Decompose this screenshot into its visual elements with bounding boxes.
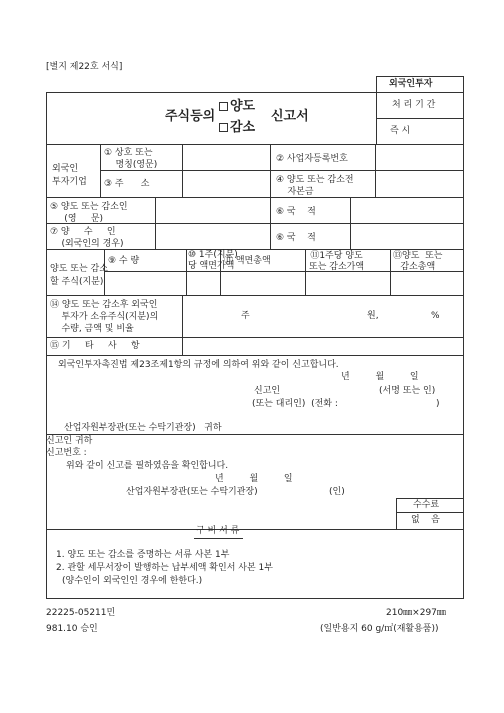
confirmation-to: 신고인 귀하 <box>46 436 93 446</box>
title-option-transfer: 양도 <box>219 100 255 113</box>
confirmation-seal: (인) <box>329 487 345 497</box>
documents-item-1: 1. 양도 또는 감소를 증명하는 서류 사본 1부 <box>56 550 230 560</box>
shares-qty-header: ⑨ 수 량 <box>108 256 140 266</box>
shares-par-header: ⑩ 1주(지분) 당 액면가액 <box>188 250 238 271</box>
transferor-field[interactable] <box>160 201 266 219</box>
holding-label: ⑭ 양도 또는 감소후 외국인 투자가 소유주식(지분)의 수량, 금액 및 비율 <box>50 300 159 334</box>
declaration-date: 년 월 일 <box>341 372 419 382</box>
transferor-nation-label: ⑥ 국 적 <box>276 207 316 217</box>
transferee-nation-field[interactable] <box>355 227 459 245</box>
documents-title: 구 비 서 류 <box>196 526 240 536</box>
footer-code: 22225-05211민 <box>46 608 116 618</box>
shares-unit-price-field[interactable] <box>309 275 387 292</box>
shares-total-par-header: ⑪ 액면총액 <box>224 256 271 266</box>
transferor-label: ⑤ 양도 또는 감소인 (영 문) <box>50 202 128 224</box>
transferee-nation-label: ⑥ 국 적 <box>276 233 316 243</box>
title-option-reduction: 감소 <box>219 121 255 134</box>
holding-percent-unit: % <box>431 311 440 321</box>
proxy-close: ) <box>436 399 440 409</box>
investee-name-field[interactable] <box>188 148 268 166</box>
investee-address-field[interactable] <box>188 174 268 192</box>
confirmation-text: 위와 같이 신고를 필하였음을 확인합니다. <box>66 461 229 471</box>
fee-value: 없 음 <box>411 515 440 525</box>
confirmation-signer: 산업자원부장관(또는 수탁기관장) <box>126 487 258 497</box>
processing-value: 즉 시 <box>390 126 411 136</box>
title-suffix: 신고서 <box>271 109 309 124</box>
shares-qty-field[interactable] <box>108 275 183 292</box>
investee-name-label: ① 상호 또는 명칭(영문) <box>104 148 158 170</box>
business-reg-field[interactable] <box>380 148 460 166</box>
other-label: ⑮ 기 타 사 항 <box>50 341 140 351</box>
business-reg-label: ② 사업자등록번호 <box>276 154 348 164</box>
declaration-text: 외국인투자촉진법 제23조제1항의 규정에 의하여 위와 같이 신고합니다. <box>58 360 339 370</box>
footer-paper: (일반용지 60 g/㎡(재활용품)) <box>320 624 439 634</box>
documents-item-2-note: (양수인이 외국인인 경우에 한한다.) <box>62 576 203 586</box>
holding-field[interactable] <box>186 300 458 334</box>
processing-label: 처 리 기 간 <box>392 100 436 110</box>
transfer-checkbox[interactable] <box>219 102 228 111</box>
declaration-addressee: 산업자원부장관(또는 수탁기관장) 귀하 <box>64 423 222 433</box>
proxy-label: (또는 대리인) (전화 : <box>252 399 338 409</box>
shares-total-field[interactable] <box>393 275 459 292</box>
holding-shares-unit: 주 <box>241 311 250 321</box>
confirmation-number: 신고번호 : <box>46 448 87 458</box>
documents-item-2: 2. 관할 세무서장이 발행하는 납부세액 확인서 사본 1부 <box>56 563 273 573</box>
capital-label: ④ 양도 또는 감소전 자본금 <box>276 175 354 197</box>
title-prefix: 주식등의 <box>165 109 216 124</box>
shares-total-par-field[interactable] <box>224 275 302 292</box>
declarant-sign: (서명 또는 인) <box>379 386 436 396</box>
footer-size: 210㎜×297㎜ <box>386 608 446 618</box>
investee-group-label: 외국인 투자기업 <box>52 164 87 187</box>
transferor-nation-field[interactable] <box>355 201 459 219</box>
fee-label: 수수료 <box>413 500 440 510</box>
confirmation-date: 년 월 일 <box>215 474 293 484</box>
reduction-checkbox[interactable] <box>219 123 228 132</box>
shares-total-header: ⑬양도 또는 감소총액 <box>393 251 443 272</box>
capital-field[interactable] <box>380 174 460 192</box>
category-box: 외국인투자 <box>389 79 433 89</box>
investee-address-label: ③ 주 소 <box>104 179 150 189</box>
shares-unit-price-header: ⑪1주당 양도 또는 감소가액 <box>309 251 365 272</box>
footer-approval: 981.10 승인 <box>46 624 98 634</box>
other-field[interactable] <box>186 339 458 353</box>
transferee-field[interactable] <box>160 227 266 245</box>
declarant-label: 신고인 <box>254 386 281 396</box>
shares-group-label: 양도 또는 감소 할 주식(지분) <box>50 264 108 287</box>
form-label: [별지 제22호 서식] <box>46 62 123 72</box>
holding-amount-unit: 원, <box>367 311 379 321</box>
transferee-label: ⑦ 양 수 인 (외국인의 경우) <box>50 227 124 249</box>
